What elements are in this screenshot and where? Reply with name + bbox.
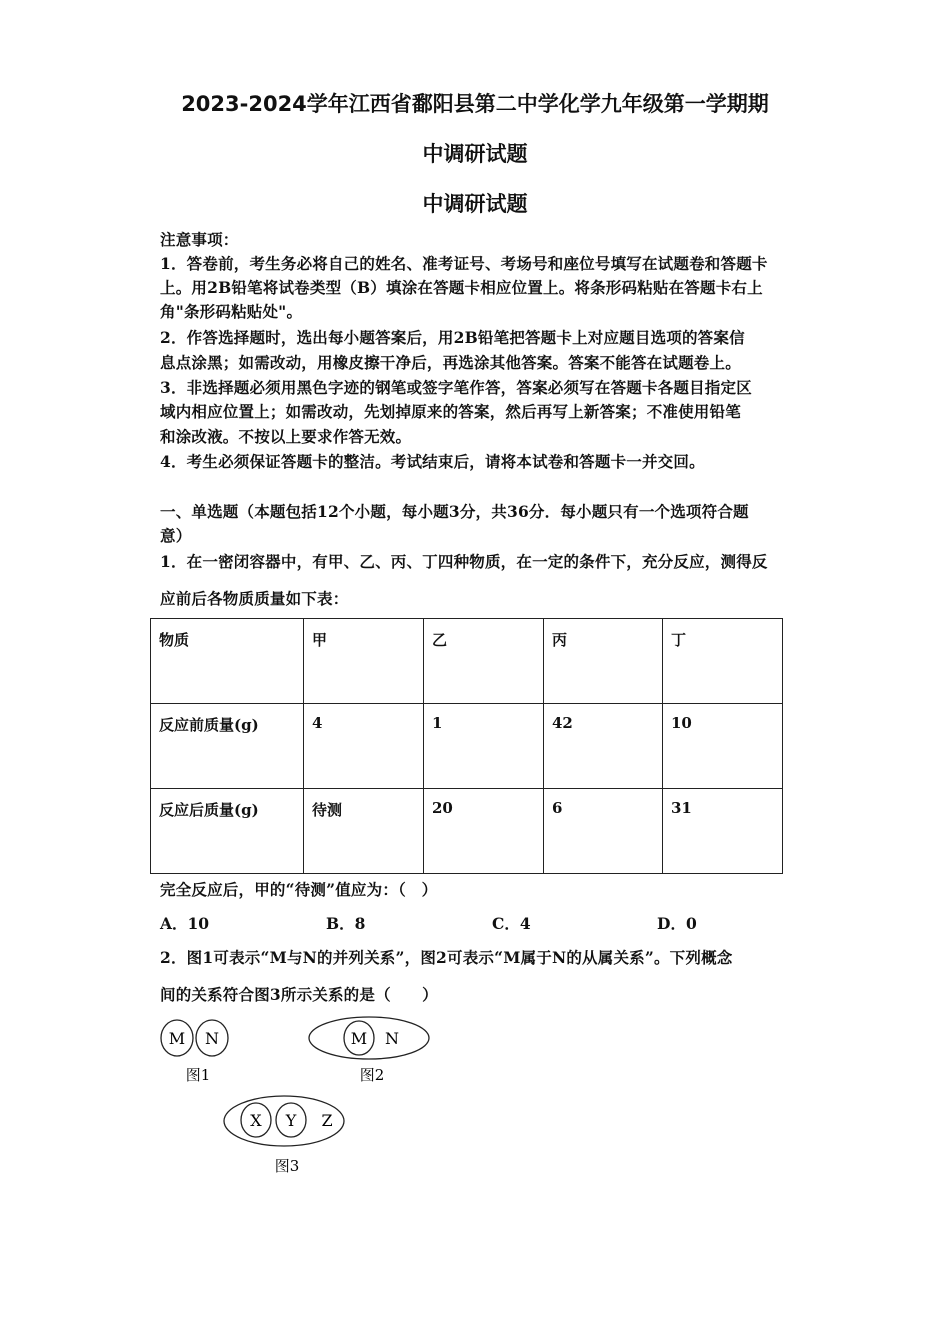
table-cell: 10 [663, 704, 783, 789]
notice-line-5: 息点涂黑；如需改动，用橡皮擦干净后，再选涂其他答案。答案不能答在试题卷上。 [160, 353, 741, 372]
exam-title-line3: 中调研试题 [422, 192, 528, 216]
ellipse-n [309, 1017, 429, 1059]
notice-line-8: 和涂改液。不按以上要求作答无效。 [160, 427, 412, 446]
section-heading-line1: 一、单选题（本题包括12个小题，每小题3分，共36分．每小题只有一个选项符合题 [160, 502, 749, 521]
table-cell: 1 [424, 704, 544, 789]
figure-2 [309, 1017, 429, 1084]
notice-line-9: 4．考生必须保证答题卡的整洁。考试结束后，请将本试卷和答题卡一并交回。 [160, 452, 705, 471]
q2-stem-line1: 2．图1可表示“M与N的并列关系”，图2可表示“M属于N的从属关系”。下列概念 [160, 948, 733, 967]
table-cell: 丙 [544, 619, 663, 704]
fig1-label-m: M [168, 1029, 186, 1048]
exam-title-line1: 2023-2024学年江西省鄱阳县第二中学化学九年级第一学期期 [181, 92, 769, 116]
notice-line-4: 2．作答选择题时，选出每小题答案后，用2B铅笔把答题卡上对应题目选项的答案信 [160, 328, 745, 347]
notice-line-7: 域内相应位置上；如需改动，先划掉原来的答案，然后再写上新答案；不准使用铅笔 [160, 402, 741, 421]
fig3-caption: 图3 [274, 1157, 300, 1175]
figure-3 [224, 1096, 344, 1175]
notice-line-3: 角"条形码粘贴处"。 [160, 302, 303, 321]
fig2-label-n: N [385, 1029, 399, 1048]
table-cell: 物质 [151, 619, 304, 704]
table-cell: 6 [544, 789, 663, 874]
figure-1 [161, 1020, 228, 1084]
fig2-label-m: M [350, 1029, 368, 1048]
q1-option-a[interactable]: A．10 [160, 914, 210, 933]
fig2-caption: 图2 [359, 1066, 385, 1084]
table-cell: 20 [424, 789, 544, 874]
table-cell: 待测 [304, 789, 424, 874]
table-cell: 乙 [424, 619, 544, 704]
notice-heading: 注意事项： [160, 230, 239, 249]
table-cell: 42 [544, 704, 663, 789]
table-cell: 31 [663, 789, 783, 874]
table-cell: 反应后质量(g) [151, 789, 304, 874]
table-cell: 反应前质量(g) [151, 704, 304, 789]
q1-option-c[interactable]: C．4 [492, 914, 531, 933]
section-heading-line2: 意） [160, 526, 192, 545]
table-cell: 丁 [663, 619, 783, 704]
q2-stem-line2: 间的关系符合图3所示关系的是（ ） [160, 985, 438, 1004]
fig1-caption: 图1 [185, 1066, 211, 1084]
table-cell: 甲 [304, 619, 424, 704]
table-cell: 4 [304, 704, 424, 789]
q1-stem-line1: 1．在一密闭容器中，有甲、乙、丙、丁四种物质，在一定的条件下，充分反应，测得反 [160, 552, 768, 571]
fig3-label-z: Z [321, 1111, 333, 1130]
notice-line-2: 上。用2B铅笔将试卷类型（B）填涂在答题卡相应位置上。将条形码粘贴在答题卡右上 [160, 278, 763, 297]
fig3-label-y: Y [285, 1111, 297, 1130]
fig1-label-n: N [205, 1029, 219, 1048]
exam-title-line2: 中调研试题 [422, 142, 528, 166]
notice-line-1: 1．答卷前，考生务必将自己的姓名、准考证号、考场号和座位号填写在试题卷和答题卡 [160, 254, 768, 273]
q1-option-b[interactable]: B．8 [326, 914, 366, 933]
q1-question: 完全反应后，甲的“待测”值应为：（ ） [160, 880, 438, 899]
fig3-label-x: X [250, 1111, 262, 1130]
notice-line-6: 3．非选择题必须用黑色字迹的钢笔或签字笔作答，答案必须写在答题卡各题目指定区 [160, 378, 752, 397]
q1-option-d[interactable]: D．0 [657, 914, 697, 933]
q1-stem-line2: 应前后各物质质量如下表： [160, 589, 349, 608]
